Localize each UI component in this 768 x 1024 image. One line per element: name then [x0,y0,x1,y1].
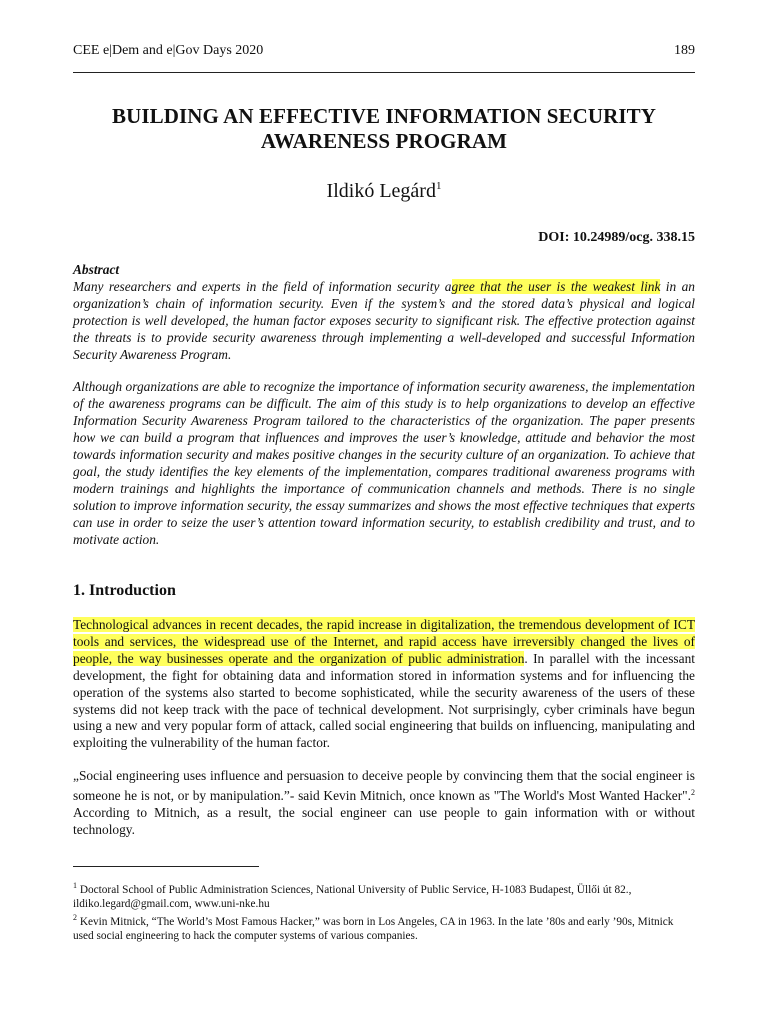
abstract-paragraph-1 [73,279,695,364]
intro-paragraph-1 [73,617,695,752]
intro-p2-start: „Social engineering uses influence and persuasion to deceive people by convincing them that the social engineer is someone he is not, or by manipulation.”- said Kevin Mitnich, once known as "The World's Most Wanted Hacker". [73,768,695,804]
abstract-paragraph-2: Although organizations are able to recognize the importance of information security awareness, the implementation of the awareness programs can be difficult. The aim of this study is to help organizations to develop an effective Information Security Awareness Program tailored to the characteristics of the organization. The paper presents how we can build a program that influences and improves the user’s knowledge, attitude and behavior the most towards information security and makes positive changes in the security culture of an organization. To achieve that goal, the study identifies the key elements of the implementation, compares traditional awareness programs with modern trainings and highlights the importance of communication channels and methods. There is no single solution to improve information security, the essay summarizes and shows the most effective techniques that experts can use in order to seize the user’s attention toward information security, to establish credibility and trust, and to motivate action. [73,379,695,547]
footnote-2-text: Kevin Mitnick, “The World’s Most Famous Hacker,” was born in Los Angeles, CA in 1963. In the late ’80s and early ’90s, Mitnick used social engineering to hack the computer systems of various companies. [73,916,674,942]
author-name: Ildikó Legárd [326,180,436,202]
intro-p1-end: . In parallel with the incessant development, the fight for obtaining data and information stored in information systems and for influencing the operation of the systems also started to become sophisticated, while the security awareness of the users of these systems did not keep track with the pace of technical development. Not surprisingly, cyber criminals have begun using a new and very popular form of attack, called social engineering that builds on influencing, manipulating and exploiting the vulnerability of the human factor. [73,650,696,751]
header-divider [73,72,695,73]
paper-title-line-1: BUILDING AN EFFECTIVE INFORMATION SECURITY [111,104,657,128]
footnote-2 [73,911,695,943]
section-heading: 1. Introduction [73,582,176,599]
footnotes [73,879,695,943]
footnote-divider [73,866,259,867]
footnote-1 [73,879,695,911]
intro-paragraph-2 [73,768,695,839]
introduction-body [73,617,695,855]
footnote-mark-1: 1 [73,881,77,890]
paper-title-line-2: AWARENESS PROGRAM [260,129,508,153]
abstract [73,262,695,565]
footnote-1-text: Doctoral School of Public Administration Sciences, National University of Public Service, H-1083 Budapest, Üllői út 82., ildiko.legard@gmail.com, www.uni-nke.hu [73,884,632,910]
intro-highlight: Technological advances in recent decades, the rapid increase in digitalization, the tremendous development of ICT tools and services, the widespread use of the Internet, and rapid access have irreversibly changed the lives of people, the way businesses operate and the organization of public administration [73,617,695,666]
footnote-mark-2: 2 [73,913,77,922]
abstract-highlight: gree that the user is the weakest link [451,278,661,294]
footnote-ref-2: 2 [691,788,695,798]
author-footnote-mark: 1 [435,180,442,192]
journal-name: CEE e|Dem and e|Gov Days 2020 [73,43,264,58]
abstract-p1-end: in an organization’s chain of information security. Even if the system’s and the stored data’s physical and logical protection is well developed, the human factor exposes security to significant risk. The effective protection against the threats is to provide security awareness through implementing a well-developed and successful Information Security Awareness Program. [73,278,695,362]
doi: DOI: 10.24989/ocg. 338.15 [538,230,695,245]
page-number: 189 [674,43,695,58]
abstract-label: Abstract [73,262,120,277]
intro-p2-end: According to Mitnich, as a result, the social engineer can use people to gain information with or without technology. [73,805,695,837]
author-line [73,180,695,203]
abstract-p1-start: Many researchers and experts in the field of information security a [73,278,452,294]
paper-title [73,104,695,154]
